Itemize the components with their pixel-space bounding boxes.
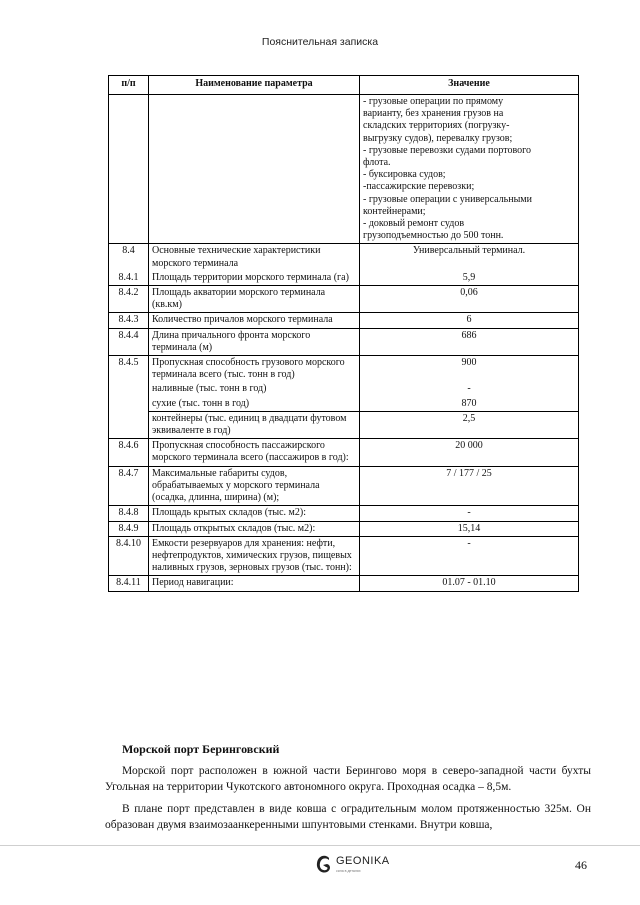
list-item: флота. (363, 157, 391, 169)
table-row: 8.4.3 Количество причалов морского терминала 6 (109, 313, 579, 328)
list-item: складских территориях (погрузку- (363, 120, 510, 132)
table-header-row (109, 76, 579, 95)
list-item: варианту, без хранения грузов на (363, 108, 504, 120)
list-item: - грузовые перевозки судами портового (363, 144, 531, 156)
body-paragraph: В плане порт представлен в виде ковша с оградительным молом протяженностью 325м. Он образован двумя взаимозаанкеренными шпунтовыми стенками. Внутри ковша, (105, 803, 591, 831)
table-row: 8.4 Основные технические характеристики морского терминала Универсальный терминал. (109, 244, 579, 271)
table-row: сухие (тыс. тонн в год) 870 (109, 397, 579, 412)
table-row: 8.4.5 Пропускная способность грузового морского терминала всего (тыс. тонн в год) 900 (109, 356, 579, 383)
page-number: 46 (575, 858, 587, 872)
page-header-title: Пояснительная записка (261, 36, 379, 48)
list-item: - буксировка судов; (363, 169, 446, 181)
logo-text: GEONIKA (336, 855, 390, 867)
list-item: - грузовые операции по прямому (363, 96, 504, 107)
geonika-logo-icon (314, 852, 334, 876)
logo-tagline: сила в деталях (336, 869, 361, 873)
list-item: - доковый ремонт судов (363, 218, 465, 230)
table-row: 8.4.1 Площадь территории морского терминала (га) 5,9 (109, 271, 579, 286)
geonika-logo (314, 852, 394, 878)
table-row: наливные (тыс. тонн в год) - (109, 382, 579, 396)
parameters-table (108, 75, 579, 592)
table-row: 8.4.7 Максимальные габариты судов, обрабатываемых у морского терминала (осадка, длинна, ширина) (м); 7 / 177 / 25 (109, 466, 579, 506)
col-header-name: Наименование параметра (149, 76, 360, 95)
table-row: 8.4.4 Длина причального фронта морского терминала (м) 686 (109, 328, 579, 355)
col-header-num: п/п (109, 76, 149, 95)
table-row: 8.4.2 Площадь акватории морского терминала (кв.км) 0,06 (109, 286, 579, 313)
section-heading: Морской порт Беринговский (122, 742, 280, 756)
list-item: контейнерами; (363, 205, 426, 217)
list-item: -пассажирские перевозки; (363, 181, 475, 193)
table-row: контейнеры (тыс. единиц в двадцати футовом эквиваленте в год) 2,5 (109, 411, 579, 438)
list-item: - грузовые операции с универсальными (363, 193, 532, 205)
table-row: 8.4.8 Площадь крытых складов (тыс. м2): - (109, 506, 579, 521)
col-header-value: Значение (360, 76, 579, 95)
table-row-continued (109, 95, 579, 244)
body-paragraph: Морской порт расположен в южной части Берингово моря в северо-западной части бухты Угольная на территории Чукотского автономного округа. Проходная осадка – 8,5м. (105, 765, 591, 793)
continued-value-list (360, 95, 579, 244)
list-item: грузоподъемностью до 500 тонн. (363, 230, 504, 242)
footer-divider (0, 845, 640, 846)
list-item: выгрузку судов), перевалку грузов; (363, 132, 513, 144)
table-row: 8.4.10 Емкости резервуаров для хранения: нефти, нефтепродуктов, химических грузов, пищевых наливных грузов, зерновых грузов (тыс. тонн): - (109, 536, 579, 576)
table-row: 8.4.6 Пропускная способность пассажирского морского терминала всего (пассажиров в год): 20 000 (109, 439, 579, 466)
table-row: 8.4.9 Площадь открытых складов (тыс. м2): 15,14 (109, 521, 579, 536)
table-row: 8.4.11 Период навигации: 01.07 - 01.10 (109, 576, 579, 591)
